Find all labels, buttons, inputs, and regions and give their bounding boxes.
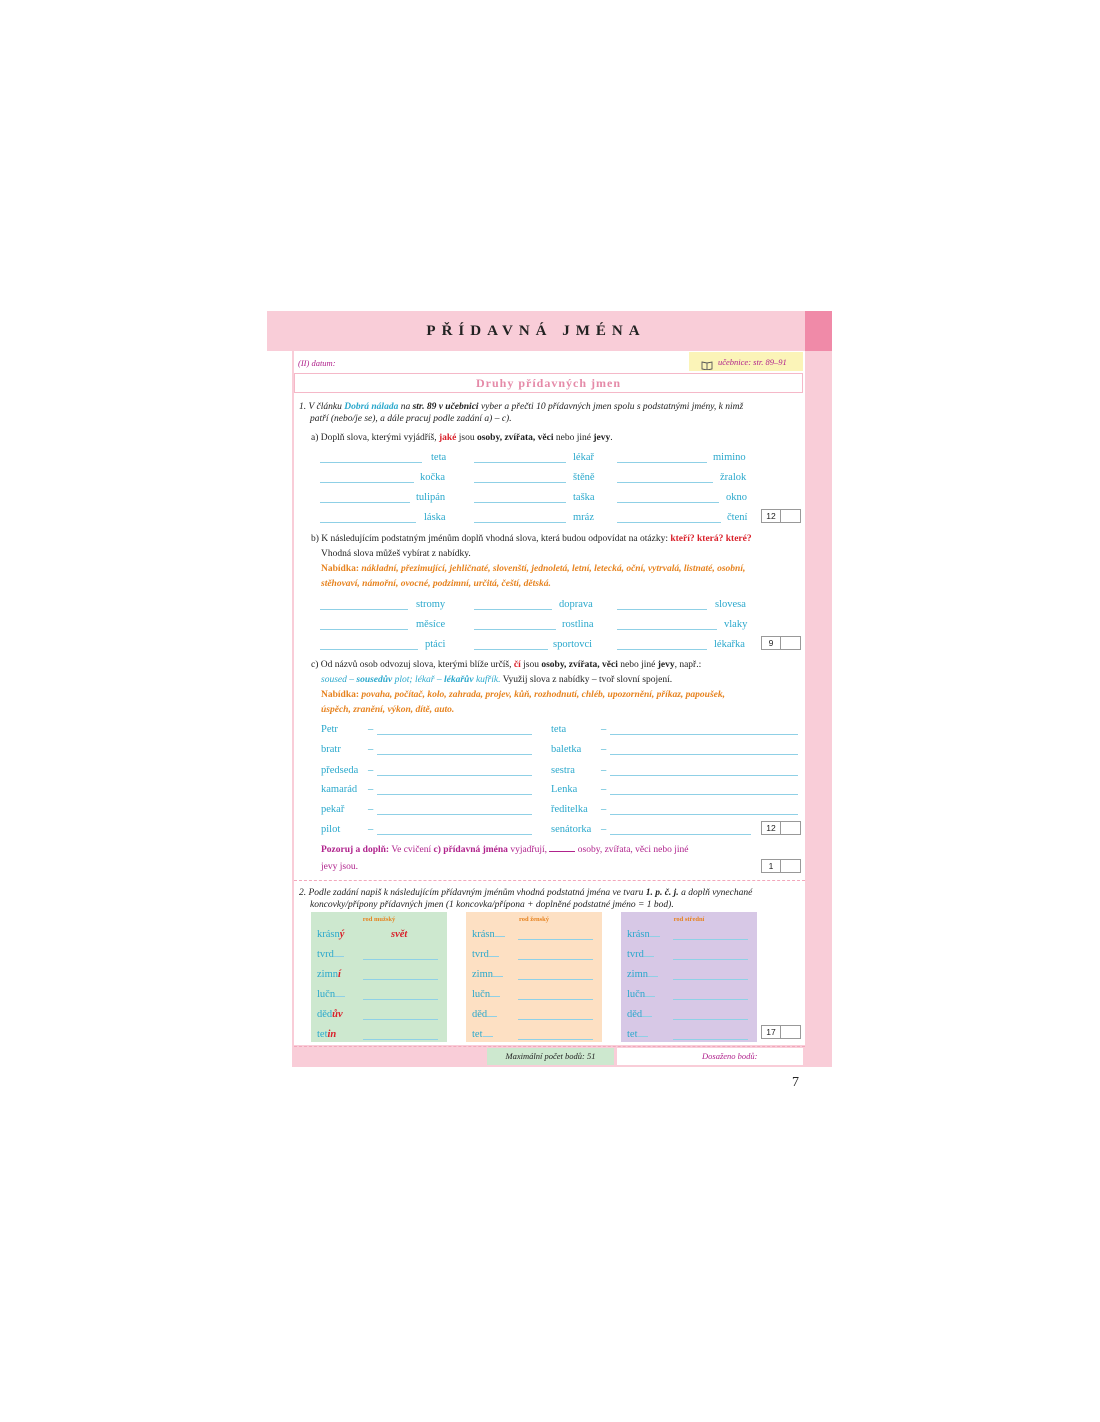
ending-blank[interactable] bbox=[645, 996, 655, 997]
ending-blank[interactable] bbox=[650, 936, 660, 937]
stem-text: tet bbox=[627, 1029, 638, 1040]
answer-line[interactable] bbox=[610, 814, 798, 815]
answer-line[interactable] bbox=[320, 609, 408, 610]
noun-label: láska bbox=[424, 512, 446, 523]
noun-label: měsíce bbox=[416, 619, 446, 630]
stem-text: zimn bbox=[317, 969, 338, 980]
noun-line[interactable] bbox=[518, 939, 593, 940]
answer-line[interactable] bbox=[617, 502, 719, 503]
answer-line[interactable] bbox=[474, 502, 566, 503]
noun-label: sportovci bbox=[553, 639, 593, 650]
score-box-1a[interactable] bbox=[761, 509, 801, 523]
answer-line[interactable] bbox=[474, 522, 566, 523]
noun-line[interactable] bbox=[673, 979, 748, 980]
noun-line[interactable] bbox=[363, 1019, 438, 1020]
ending-text: ův bbox=[332, 1009, 343, 1020]
noun-label: teta bbox=[431, 452, 447, 463]
max-score: 1 bbox=[762, 860, 781, 872]
noun-line[interactable] bbox=[673, 959, 748, 960]
answer-line[interactable] bbox=[610, 775, 798, 776]
ending-blank[interactable] bbox=[335, 996, 345, 997]
adjective-stem bbox=[472, 949, 499, 960]
stem-text: krásn bbox=[472, 929, 495, 940]
answer-line[interactable] bbox=[610, 794, 798, 795]
max-points: Maximální počet bodů: 51 bbox=[505, 1051, 596, 1061]
date-label: (II) datum: bbox=[298, 358, 336, 368]
person-label: předseda bbox=[321, 765, 359, 776]
section-title: Druhy přídavných jmen bbox=[475, 376, 621, 390]
ending-blank[interactable] bbox=[489, 956, 499, 957]
noun-line[interactable] bbox=[363, 979, 438, 980]
stem-text: děd bbox=[627, 1009, 643, 1020]
noun-line[interactable] bbox=[518, 1019, 593, 1020]
noun-label: okno bbox=[726, 492, 747, 503]
achieved-label: Dosaženo bodů: bbox=[702, 1051, 758, 1061]
noun-label: lékařka bbox=[714, 639, 745, 650]
footer-divider bbox=[294, 1046, 805, 1047]
noun-label: lékař bbox=[573, 452, 594, 463]
noun-line[interactable] bbox=[363, 999, 438, 1000]
answer-line[interactable] bbox=[617, 522, 721, 523]
score-box-2[interactable] bbox=[761, 1025, 801, 1039]
adjective-stem bbox=[472, 989, 500, 1000]
ending-blank[interactable] bbox=[334, 956, 344, 957]
noun-label: žralok bbox=[720, 472, 747, 483]
dash: – bbox=[368, 744, 374, 755]
ending-blank[interactable] bbox=[493, 976, 503, 977]
noun-line[interactable] bbox=[518, 959, 593, 960]
noun-line[interactable] bbox=[518, 1039, 593, 1040]
noun-line[interactable] bbox=[518, 999, 593, 1000]
answer-line[interactable] bbox=[377, 834, 532, 835]
noun-line[interactable] bbox=[518, 979, 593, 980]
stem-text: lučn bbox=[627, 989, 646, 1000]
adjective-stem bbox=[627, 949, 654, 960]
stem-text: děd bbox=[472, 1009, 488, 1020]
ending-blank[interactable] bbox=[495, 936, 505, 937]
adjective-stem bbox=[472, 1009, 497, 1020]
adjective-stem bbox=[627, 1009, 652, 1020]
ending-blank[interactable] bbox=[490, 996, 500, 997]
right-margin-band bbox=[805, 351, 832, 1067]
noun-label: doprava bbox=[559, 599, 593, 610]
noun-label: slovesa bbox=[715, 599, 746, 610]
answer-line[interactable] bbox=[474, 629, 556, 630]
dash: – bbox=[368, 724, 374, 735]
stem-text: tet bbox=[472, 1029, 483, 1040]
answer-line[interactable] bbox=[617, 629, 717, 630]
noun-label: čtení bbox=[727, 512, 748, 523]
adjective-stem bbox=[472, 1029, 493, 1040]
column-title: rod střední bbox=[673, 916, 705, 923]
max-score: 12 bbox=[762, 510, 781, 522]
adjective-stem bbox=[627, 1029, 648, 1040]
stem-text: děd bbox=[317, 1009, 333, 1020]
ex1c-offer: Nabídka: povaha, počítač, kolo, zahrada, projev, kůň, rozhodnutí, chléb, upozornění, příkaz, papoušek, bbox=[321, 690, 725, 700]
dash: – bbox=[601, 765, 607, 776]
answer-line[interactable] bbox=[474, 609, 552, 610]
dash: – bbox=[601, 744, 607, 755]
dash: – bbox=[368, 804, 374, 815]
noun-label: štěně bbox=[573, 472, 595, 483]
ex1-intro-line2: patří (nebo/je se), a dále pracuj podle zadání a) – c). bbox=[310, 414, 512, 424]
adjective-stem bbox=[627, 969, 658, 980]
observe-line: Pozoruj a doplň: Ve cvičení c) přídavná jména vyjadřují, osoby, zvířata, věci nebo jiné bbox=[321, 845, 689, 855]
dash: – bbox=[368, 824, 374, 835]
ex2-instruction-line2: koncovky/přípony přídavných jmen (1 koncovka/přípona + doplněné podstatné jméno = 1 bod). bbox=[310, 900, 674, 910]
answer-line[interactable] bbox=[474, 462, 566, 463]
stem-text: zimn bbox=[627, 969, 648, 980]
dash: – bbox=[601, 724, 607, 735]
answer-line[interactable] bbox=[474, 649, 548, 650]
adjective-stem bbox=[472, 929, 505, 940]
ex1b-instruction: b) K následujícím podstatným jménům doplň vhodná slova, která budou odpovídat na otázky: kteří? která? které? bbox=[311, 534, 752, 544]
dash: – bbox=[601, 824, 607, 835]
divider bbox=[294, 880, 805, 881]
person-label: baletka bbox=[551, 744, 582, 755]
noun-label: vlaky bbox=[724, 619, 748, 630]
answer-line[interactable] bbox=[320, 649, 418, 650]
column-title: rod ženský bbox=[518, 916, 550, 923]
ending-text: í bbox=[338, 969, 341, 980]
header-tab bbox=[805, 311, 832, 351]
answer-line[interactable] bbox=[377, 754, 532, 755]
noun-label: mimino bbox=[713, 452, 746, 463]
noun-label: mráz bbox=[573, 512, 594, 523]
person-label: kamarád bbox=[321, 784, 358, 795]
stem-text: tvrd bbox=[472, 949, 489, 960]
answer-line[interactable] bbox=[377, 794, 532, 795]
ex1b-line2: Vhodná slova můžeš vybírat z nabídky. bbox=[321, 549, 471, 559]
answer-line[interactable] bbox=[377, 775, 532, 776]
left-margin-strip bbox=[292, 351, 294, 1067]
date-row bbox=[294, 353, 689, 371]
noun-line[interactable] bbox=[363, 1039, 438, 1040]
noun-label: kočka bbox=[420, 472, 446, 483]
noun-line[interactable] bbox=[673, 939, 748, 940]
noun-line[interactable] bbox=[363, 959, 438, 960]
noun-line[interactable] bbox=[673, 1039, 748, 1040]
ex1c-example: soused – sousedův plot; lékař – lékařův kufřík. Využij slova z nabídky – tvoř slovní spojení. bbox=[321, 675, 673, 685]
answer-line[interactable] bbox=[610, 734, 798, 735]
ex1b-offer: Nabídka: nákladní, přezimující, jehličnaté, slovenští, jednoletá, letní, letecká, oční, vytrvalá, listnaté, osobní, bbox=[321, 564, 746, 574]
noun-label: ptáci bbox=[425, 639, 446, 650]
dash: – bbox=[601, 784, 607, 795]
score-box-1c[interactable] bbox=[761, 821, 801, 835]
adjective-stem bbox=[317, 1029, 336, 1040]
stem-text: lučn bbox=[472, 989, 491, 1000]
adjective-stem bbox=[317, 1009, 343, 1020]
person-label: pilot bbox=[321, 824, 341, 835]
max-score: 9 bbox=[762, 637, 781, 649]
stem-text: tet bbox=[317, 1029, 328, 1040]
ending-text: ý bbox=[339, 929, 345, 940]
ex2-instruction: 2. Podle zadání napiš k následujícím přídavným jménům vhodná podstatná jména ve tvaru 1. p. č. j. a doplň vynechané bbox=[299, 888, 753, 898]
person-label: Petr bbox=[321, 724, 338, 735]
answer-line[interactable] bbox=[617, 462, 707, 463]
noun-line[interactable] bbox=[673, 999, 748, 1000]
person-label: bratr bbox=[321, 744, 341, 755]
textbook-ref: učebnice: str. 89–91 bbox=[718, 357, 787, 367]
person-label: Lenka bbox=[551, 784, 578, 795]
answer-line[interactable] bbox=[377, 734, 532, 735]
score-box-observe[interactable] bbox=[761, 859, 801, 873]
stem-text: tvrd bbox=[317, 949, 334, 960]
person-label: teta bbox=[551, 724, 567, 735]
max-score: 12 bbox=[762, 822, 781, 834]
page-number: 7 bbox=[792, 1075, 799, 1090]
stem-text: tvrd bbox=[627, 949, 644, 960]
ex1-intro: 1. V článku Dobrá nálada na str. 89 v učebnici vyber a přečti 10 přídavných jmen spolu s podstatnými jmény, k nimž bbox=[299, 402, 744, 412]
max-score: 17 bbox=[762, 1026, 781, 1038]
page-title: PŘÍDAVNÁ JMÉNA bbox=[426, 323, 646, 339]
stem-text: krásn bbox=[317, 929, 340, 940]
noun-label: tulipán bbox=[416, 492, 446, 503]
adjective-stem bbox=[627, 929, 660, 940]
answer-line[interactable] bbox=[610, 834, 751, 835]
ending-text: in bbox=[327, 1029, 337, 1040]
dash: – bbox=[368, 784, 374, 795]
ex1c-instruction: c) Od názvů osob odvozuj slova, kterými blíže určíš, čí jsou osoby, zvířata, věci nebo jiné jevy, např.: bbox=[311, 660, 702, 670]
answer-line[interactable] bbox=[610, 754, 798, 755]
ending-blank[interactable] bbox=[487, 1016, 497, 1017]
stem-text: lučn bbox=[317, 989, 336, 1000]
ex1a-instruction: a) Doplň slova, kterými vyjádříš, jaké jsou osoby, zvířata, věci nebo jiné jevy. bbox=[311, 433, 613, 443]
answer-line[interactable] bbox=[617, 609, 707, 610]
answer-line[interactable] bbox=[617, 482, 713, 483]
dash: – bbox=[601, 804, 607, 815]
observe-blank[interactable] bbox=[549, 851, 575, 852]
person-label: pekař bbox=[321, 804, 345, 815]
answer-line[interactable] bbox=[320, 482, 414, 483]
adjective-stem bbox=[472, 969, 503, 980]
answer-line[interactable] bbox=[320, 502, 410, 503]
person-label: ředitelka bbox=[551, 804, 588, 815]
answer-line[interactable] bbox=[320, 629, 408, 630]
answer-line[interactable] bbox=[617, 649, 707, 650]
answer-line[interactable] bbox=[320, 462, 422, 463]
answer-line[interactable] bbox=[377, 814, 532, 815]
ex1c-offer-line2: úspěch, zranění, výkon, dítě, auto. bbox=[321, 705, 455, 715]
ending-blank[interactable] bbox=[638, 1036, 648, 1037]
person-label: sestra bbox=[551, 765, 575, 776]
noun-label: stromy bbox=[416, 599, 446, 610]
adjective-stem bbox=[317, 969, 341, 980]
adjective-stem bbox=[317, 949, 344, 960]
stem-text: zimn bbox=[472, 969, 493, 980]
ending-blank[interactable] bbox=[648, 976, 658, 977]
ending-blank[interactable] bbox=[483, 1036, 493, 1037]
adjective-stem bbox=[317, 989, 345, 1000]
noun-label: taška bbox=[573, 492, 595, 503]
noun-line[interactable] bbox=[673, 1019, 748, 1020]
column-title: rod mužský bbox=[362, 916, 396, 923]
dash: – bbox=[368, 765, 374, 776]
score-box-1b[interactable] bbox=[761, 636, 801, 650]
adjective-stem bbox=[627, 989, 655, 1000]
ending-blank[interactable] bbox=[642, 1016, 652, 1017]
ending-blank[interactable] bbox=[644, 956, 654, 957]
adjective-stem bbox=[317, 929, 344, 940]
answer-line[interactable] bbox=[320, 522, 416, 523]
noun-label: rostlina bbox=[562, 619, 594, 630]
ex1b-offer-line2: stěhovaví, námořní, ovocné, podzimní, určitá, čeští, dětská. bbox=[321, 579, 551, 589]
observe-line2: jevy jsou. bbox=[321, 862, 358, 872]
person-label: senátorka bbox=[551, 824, 592, 835]
stem-text: krásn bbox=[627, 929, 650, 940]
answer-line[interactable] bbox=[474, 482, 566, 483]
noun-answer: svět bbox=[391, 929, 408, 940]
